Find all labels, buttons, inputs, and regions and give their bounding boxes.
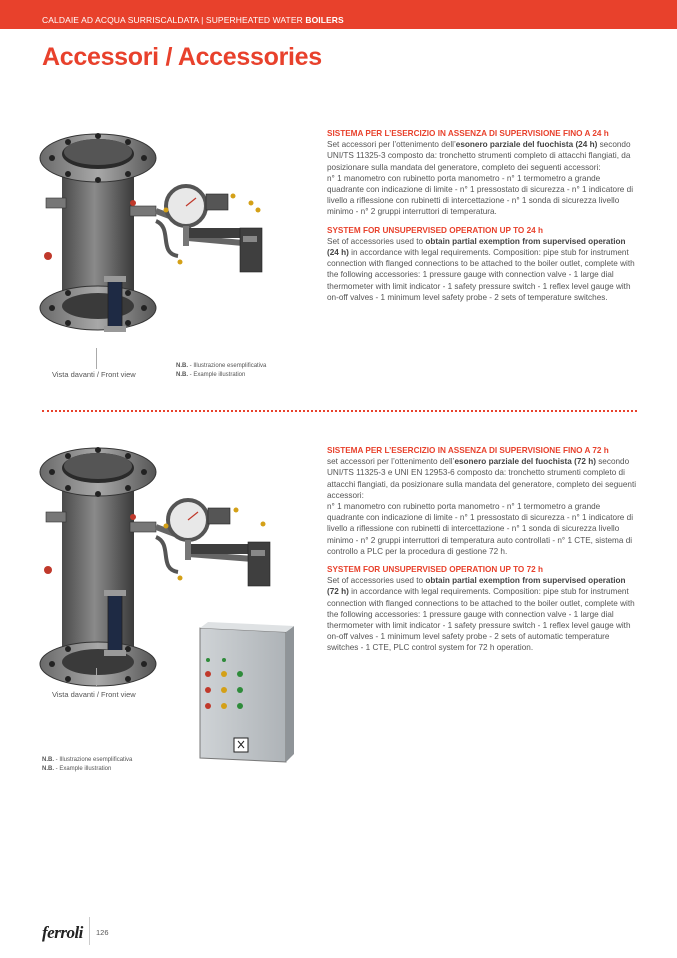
nb-it-label: N.B. <box>176 363 188 369</box>
front-view-label: Vista davanti / Front view <box>52 370 136 379</box>
list-it-24h: n° 1 manometro con rubinetto porta manometro - n° 1 termometro a grande quadrante con indicazione di limite - n° 1 pressostato di sicurezza - n° 1 indicatore di livello a riflessione con rubinetti di intercettazione - n° 1 sonda di sicurezza livello minimo - n° 2 gruppi interruttori di temperatura. <box>327 173 634 217</box>
heading-en-24h: SYSTEM FOR UNSUPERVISED OPERATION UP TO 24 h <box>327 225 543 235</box>
front-view-leader <box>96 348 97 368</box>
en-pre-24h: Set of accessories used to <box>327 236 426 246</box>
en-bold-24h: obtain partial exemption from supervised operation (24 h) <box>327 236 626 258</box>
front-view-leader-h <box>96 368 97 369</box>
description-it-72h <box>327 456 639 501</box>
en-post-72h: in accordance with legal requirements. Composition: pipe stub for instrument connection with flanged connections to be attached to the boiler outlet, complete with the following accessories: 1 pressure gauge with connection valve - 1 large dial thermometer with limit indicator - 1 safety pressure switch - 1 reflex level gauge with on-off valves - 1 minimum level safety probe - 2 sets of automatic temperature switches - 1 CTE, PLC control system for 72 h operation. <box>327 587 635 653</box>
heading-en-72h: SYSTEM FOR UNSUPERVISED OPERATION UP TO 72 h <box>327 565 543 575</box>
en-bold-72h: obtain partial exemption from supervised operation (72 h) <box>327 576 626 597</box>
it-post-24h: secondo UNI/TS 11325-3 composto da: tronchetto strumenti completo di attacchi flangiati, da posizionare sulla mandata del generatore, completo dei seguenti accessori: <box>327 140 631 172</box>
header-separator: | <box>198 15 206 25</box>
list-it-72h: n° 1 manometro con rubinetto porta manometro - n° 1 termometro a grande quadrante con indicazione di limite - n° 1 pressostato di sicurezza - n° 1 indicatore di livello a riflessione con rubinetti di intercettazione - n° 1 sonda di sicurezza livello minimo - n° 2 gruppi interruttori di temperatura auto controllati - n° 1 CTE, sistema di controllo a PLC per la procedura di gestione 72 h. <box>327 502 634 556</box>
nb-en-text: - Example illustration <box>188 371 246 378</box>
nb-en-label: N.B. <box>176 371 188 378</box>
nb-en-72h <box>42 765 132 774</box>
section-72h <box>327 445 639 654</box>
front-view-illustration-72h <box>38 442 298 772</box>
nb-en <box>176 371 266 380</box>
it-bold-72h: esonero parziale del fuochista (72 h) <box>454 457 596 467</box>
header-section-en-bold: BOILERS <box>305 15 344 25</box>
heading-it-72h: SISTEMA PER L’ESERCIZIO IN ASSENZA DI SUPERVISIONE FINO A 72 h <box>327 446 609 455</box>
description-en-24h <box>327 236 639 303</box>
front-view-illustration-24h <box>38 128 288 353</box>
nb-it-text: - Illustrazione esemplificativa <box>188 363 267 369</box>
description-en-72h <box>327 575 639 653</box>
nb-caption-72h <box>42 756 132 773</box>
it-pre-72h: set accessori per l’ottenimento dell’ <box>327 457 455 467</box>
nb-it <box>176 362 266 371</box>
heading-it-24h: SISTEMA PER L’ESERCIZIO IN ASSENZA DI SUPERVISIONE FINO A 24 h <box>327 129 609 138</box>
section-24h <box>327 128 639 303</box>
nb-en-label-72h: N.B. <box>42 765 54 772</box>
section-divider <box>42 410 637 412</box>
front-view-label-72h: Vista davanti / Front view <box>52 690 136 699</box>
nb-it-label-72h: N.B. <box>42 757 54 763</box>
page-number: 126 <box>96 928 109 937</box>
header-bar <box>0 0 677 29</box>
page-title: Accessori / Accessories <box>42 43 322 71</box>
header-section-it: CALDAIE AD ACQUA SURRISCALDATA <box>42 15 199 25</box>
description-it-24h <box>327 139 639 173</box>
it-bold-24h: esonero parziale del fuochista (24 h) <box>455 140 598 150</box>
en-pre-72h: Set of accessories used to <box>327 576 426 586</box>
nb-en-text-72h: - Example illustration <box>54 765 112 772</box>
brand-logo: ferroli <box>42 923 83 942</box>
en-post-24h: in accordance with legal requirements. Composition: pipe stub for instrument connection with flanged connections to be attached to the boiler outlet, complete with the following accessories: 1 pressure gauge with connection valve - 1 large dial thermometer with limit indicator - 1 safety pressure switch - 1 reflex level gauge with on-off valves - 1 minimum level safety probe - 2 sets of temperature switches. <box>327 248 635 302</box>
header-section-en: SUPERHEATED WATER <box>205 15 306 25</box>
nb-it-text-72h: - Illustrazione esemplificativa <box>54 757 133 763</box>
header-section-title <box>42 15 344 25</box>
it-pre-24h: Set accessori per l’ottenimento dell’ <box>327 140 456 150</box>
nb-it-72h <box>42 756 132 765</box>
front-view-leader-72h <box>96 668 97 686</box>
it-post-72h: secondo UNI/TS 11325-3 e UNI EN 12953-6 composto da: tronchetto strumenti completo di attacchi flangiati, da posizionare sulla mandata del generatore, completo dei seguenti accessori: <box>327 457 637 500</box>
nb-caption <box>176 362 266 379</box>
footer-rule <box>89 917 90 945</box>
